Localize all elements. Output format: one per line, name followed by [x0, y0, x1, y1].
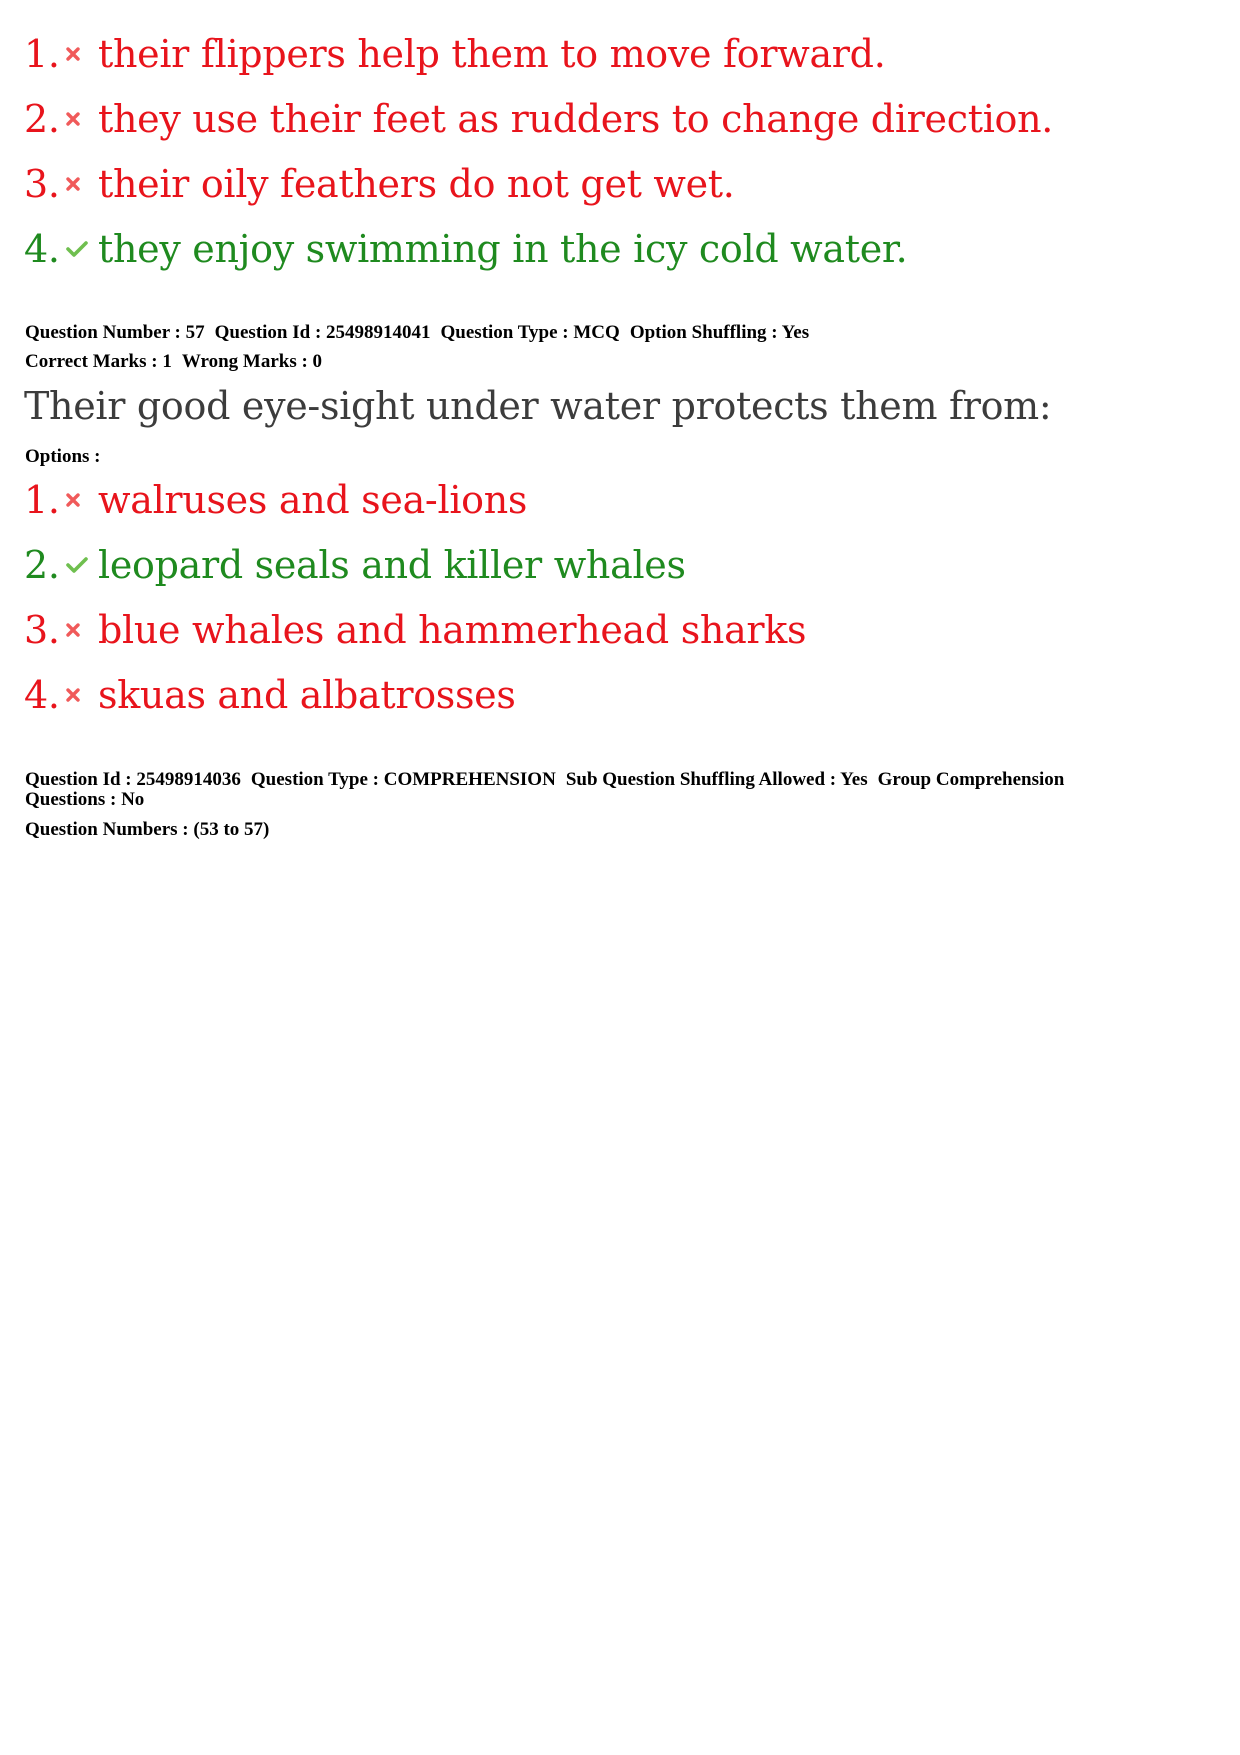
group-comprehension-questions: Questions : No [25, 789, 145, 810]
check-icon [66, 223, 98, 275]
option-number: 3. [24, 608, 60, 652]
option-text: blue whales and hammerhead sharks [98, 608, 807, 652]
question-numbers-range: Question Numbers : (53 to 57) [25, 819, 270, 840]
cross-icon [66, 474, 98, 526]
option-shuffling: Option Shuffling : Yes [629, 322, 810, 343]
option-text: leopard seals and killer whales [98, 543, 686, 587]
option-row [24, 669, 516, 721]
option-number: 3. [24, 162, 60, 206]
correct-marks: Correct Marks : 1 [25, 351, 172, 372]
group-comprehension: Group Comprehension [877, 769, 1065, 790]
cross-icon [66, 604, 98, 656]
option-number: 1. [24, 32, 60, 76]
check-icon [66, 539, 98, 591]
option-text: their oily feathers do not get wet. [98, 162, 735, 206]
options-label: Options : [25, 446, 101, 467]
comprehension-meta [25, 769, 1064, 791]
option-row [24, 158, 735, 210]
option-number: 2. [24, 543, 60, 587]
comprehension-question-type: Question Type : COMPREHENSION [250, 769, 556, 790]
question-type: Question Type : MCQ [440, 322, 620, 343]
cross-icon [66, 158, 98, 210]
option-row [24, 28, 885, 80]
wrong-marks: Wrong Marks : 0 [181, 351, 323, 372]
question-meta [25, 322, 809, 344]
option-row [24, 93, 1053, 145]
option-text: walruses and sea-lions [98, 478, 528, 522]
cross-icon [66, 669, 98, 721]
option-text: their flippers help them to move forward. [98, 32, 886, 76]
option-text: skuas and albatrosses [98, 673, 516, 717]
option-text: they enjoy swimming in the icy cold water. [98, 227, 908, 271]
question-marks [25, 351, 322, 373]
option-number: 4. [24, 227, 60, 271]
comprehension-question-id: Question Id : 25498914036 [25, 769, 241, 790]
option-row [24, 474, 527, 526]
option-number: 2. [24, 97, 60, 141]
option-text: they use their feet as rudders to change direction. [98, 97, 1054, 141]
option-row [24, 604, 806, 656]
option-number: 1. [24, 478, 60, 522]
cross-icon [66, 28, 98, 80]
sub-question-shuffling: Sub Question Shuffling Allowed : Yes [565, 769, 868, 790]
cross-icon [66, 93, 98, 145]
question-text: Their good eye-sight under water protects them from: [24, 384, 1052, 428]
option-row-correct [24, 223, 907, 275]
option-row-correct [24, 539, 686, 591]
question-number: Question Number : 57 [25, 322, 205, 343]
option-number: 4. [24, 673, 60, 717]
question-id: Question Id : 25498914041 [214, 322, 431, 343]
